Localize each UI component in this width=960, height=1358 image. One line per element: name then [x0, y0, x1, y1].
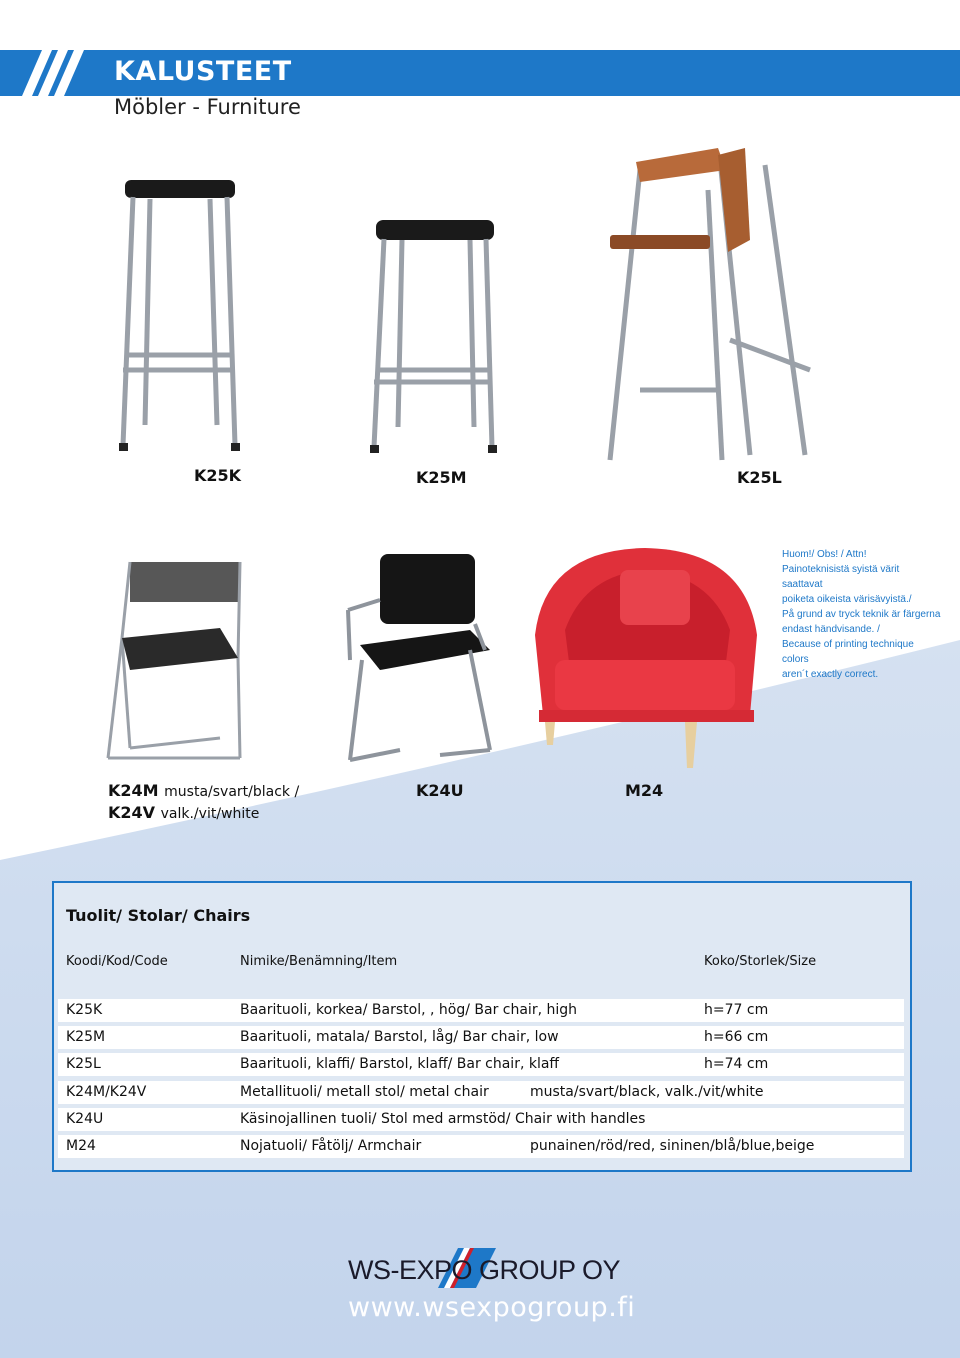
row-code: K24U — [66, 1111, 104, 1127]
note-line: Huom!/ Obs! / Attn! — [782, 549, 867, 560]
row-extra: punainen/röd/red, sininen/blå/blue,beige — [530, 1138, 815, 1154]
table-row — [58, 1135, 904, 1158]
color-k24v: valk./vit/white — [160, 806, 260, 822]
row-item: Käsinojallinen tuoli/ Stol med armstöd/ Chair with handles — [240, 1111, 646, 1127]
row-size: h=66 cm — [704, 1029, 769, 1045]
row-code: M24 — [66, 1138, 96, 1154]
note-line: Painoteknisistä syistä värit saattavat — [782, 564, 900, 590]
page-title: KALUSTEET — [114, 56, 292, 87]
row-extra: musta/svart/black, valk./vit/white — [530, 1084, 764, 1100]
row-size: h=74 cm — [704, 1056, 769, 1072]
row-item: Nojatuoli/ Fåtölj/ Armchair — [240, 1138, 422, 1154]
product-label-k25m: K25M — [416, 468, 467, 487]
product-label-k25l: K25L — [737, 468, 782, 487]
note-line: endast händvisande. / — [782, 624, 880, 635]
product-label-k24u: K24U — [416, 781, 464, 800]
column-header-item: Nimike/Benämning/Item — [240, 954, 398, 969]
row-item: Metallituoli/ metall stol/ metal chair — [240, 1084, 489, 1100]
code-k24m: K24M — [108, 781, 159, 800]
product-label-k24m — [108, 781, 299, 800]
website-link[interactable]: www.wsexpogroup.fi — [348, 1292, 636, 1323]
product-image-m24 — [525, 540, 765, 775]
table-row — [58, 1081, 904, 1104]
column-header-size: Koko/Storlek/Size — [704, 954, 817, 969]
table-row — [58, 1053, 904, 1076]
product-label-k24v — [108, 803, 259, 822]
table-title: Tuolit/ Stolar/ Chairs — [66, 906, 251, 925]
row-item: Baarituoli, klaffi/ Barstol, klaff/ Bar chair, klaff — [240, 1056, 560, 1072]
color-k24m: musta/svart/black / — [164, 784, 300, 800]
printing-note — [782, 547, 942, 682]
product-label-m24: M24 — [625, 781, 664, 800]
page-subtitle: Möbler - Furniture — [114, 95, 301, 119]
row-code: K25K — [66, 1002, 103, 1018]
row-code: K25M — [66, 1029, 106, 1045]
company-logo: WS-EXPO GROUP OY — [348, 1255, 621, 1285]
table-row — [58, 999, 904, 1022]
note-line: aren´t exactly correct. — [782, 669, 879, 680]
header-stripes — [22, 50, 102, 96]
note-line: poiketa oikeista värisävyistä./ — [782, 594, 912, 605]
note-line: På grund av tryck teknik är färgerna — [782, 609, 941, 620]
row-size: h=77 cm — [704, 1002, 769, 1018]
product-label-k25k: K25K — [194, 466, 242, 485]
row-item: Baarituoli, korkea/ Barstol, , hög/ Bar chair, high — [240, 1002, 577, 1018]
code-k24v: K24V — [108, 803, 156, 822]
table-row — [58, 1108, 904, 1131]
column-header-code: Koodi/Kod/Code — [66, 954, 168, 969]
table-row — [58, 1026, 904, 1049]
product-image-k24u — [340, 550, 500, 770]
row-item: Baarituoli, matala/ Barstol, låg/ Bar chair, low — [240, 1029, 559, 1045]
product-image-k24m — [100, 558, 250, 768]
product-image-k25m — [360, 212, 510, 462]
note-line: Because of printing technique colors — [782, 639, 914, 665]
row-code: K24M/K24V — [66, 1084, 147, 1100]
row-code: K25L — [66, 1056, 101, 1072]
product-image-k25l — [600, 140, 830, 465]
product-image-k25k — [105, 175, 255, 460]
